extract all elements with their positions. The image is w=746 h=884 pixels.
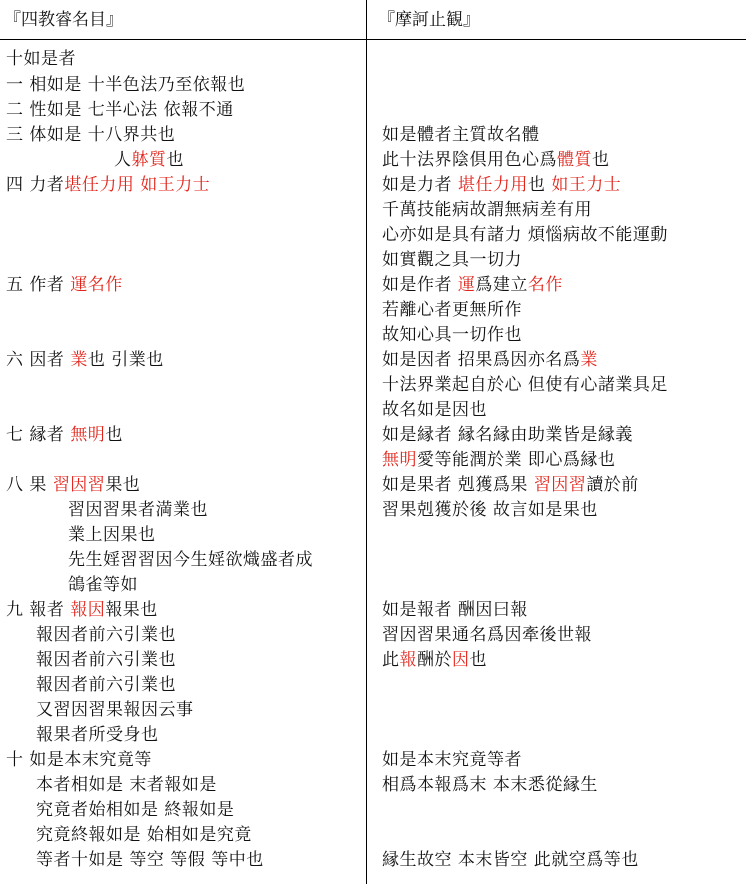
- text-segment: 六 因者: [6, 350, 71, 370]
- highlighted-term: 業: [70, 350, 88, 370]
- highlighted-term: 堪任力用 如王力士: [64, 175, 211, 195]
- right-text-line: [382, 599, 528, 621]
- left-text-line: [68, 499, 208, 521]
- left-text-line: [6, 124, 175, 146]
- left-text-line: [36, 624, 176, 646]
- text-segment: 縁生故空 本末皆空 此就空爲等也: [382, 850, 639, 870]
- text-segment: 也 引業也: [87, 350, 164, 370]
- right-text-line: [382, 449, 615, 471]
- left-text-line: [6, 74, 245, 96]
- text-segment: 故知心具一切作也: [382, 325, 522, 345]
- left-text-line: [6, 48, 76, 70]
- text-segment: 報果也: [105, 600, 158, 620]
- right-text-line: [382, 174, 621, 196]
- right-text-line: [382, 774, 598, 796]
- text-segment: 十 如是本末究竟等: [6, 750, 152, 770]
- text-segment: 如是縁者 縁名縁由助業皆是縁義: [382, 425, 633, 445]
- text-segment: 習果剋獲於後 故言如是果也: [382, 500, 598, 520]
- text-segment: 報因者前六引業也: [36, 675, 176, 695]
- text-segment: 如是報者 酬因曰報: [382, 600, 528, 620]
- text-segment: 千萬技能病故謂無病差有用: [382, 200, 592, 220]
- text-segment: 也: [166, 150, 184, 170]
- text-segment: 如是體者主質故名體: [382, 125, 540, 145]
- left-text-line: [68, 549, 313, 571]
- text-segment: 本者相如是 末者報如是: [36, 775, 217, 795]
- text-segment: 等者十如是 等空 等假 等中也: [36, 850, 264, 870]
- right-text-line: [382, 124, 540, 146]
- text-segment: 讀於前: [586, 475, 639, 495]
- text-segment: 如是力者: [382, 175, 458, 195]
- left-text-line: [36, 799, 234, 821]
- text-segment: 如實觀之具一切力: [382, 250, 522, 270]
- left-text-line: [36, 849, 264, 871]
- text-segment: 八 果: [6, 475, 53, 495]
- text-segment: 三 体如是 十八界共也: [6, 125, 176, 145]
- text-segment: 報因者前六引業也: [36, 625, 176, 645]
- left-text-line: [6, 424, 123, 446]
- text-segment: 業上因果也: [68, 525, 156, 545]
- right-text-line: [382, 374, 668, 396]
- text-segment: 果也: [105, 475, 141, 495]
- text-segment: 酬於: [417, 650, 452, 670]
- highlighted-term: 名作: [527, 275, 563, 295]
- highlighted-term: 運名作: [70, 275, 123, 295]
- text-segment: 也: [527, 175, 552, 195]
- text-segment: 報果者所受身也: [36, 725, 159, 745]
- text-segment: 又習因習果報因云事: [36, 700, 194, 720]
- highlighted-term: 運: [457, 275, 476, 295]
- right-text-line: [382, 324, 522, 346]
- right-text-line: [382, 349, 598, 371]
- text-segment: 如是果者 剋獲爲果: [382, 475, 534, 495]
- right-text-line: [382, 399, 487, 421]
- text-segment: 九 報者: [6, 600, 71, 620]
- header-divider: [0, 39, 746, 40]
- left-column-header: 『四教睿名目』: [4, 10, 123, 30]
- left-text-line: [68, 574, 138, 596]
- highlighted-term: 業: [580, 350, 598, 370]
- left-text-line: [36, 674, 176, 696]
- text-segment: 此: [382, 650, 400, 670]
- highlighted-term: 如王力士: [551, 175, 622, 195]
- left-text-line: [6, 174, 210, 196]
- right-text-line: [382, 299, 522, 321]
- text-segment: 如是因者 招果爲因亦名爲: [382, 350, 581, 370]
- text-segment: 也: [469, 650, 487, 670]
- highlighted-term: 因: [452, 650, 470, 670]
- left-text-line: [36, 649, 176, 671]
- left-text-line: [36, 699, 194, 721]
- right-text-line: [382, 274, 563, 296]
- right-text-line: [382, 149, 610, 171]
- text-segment: 一 相如是 十半色法乃至依報也: [6, 75, 246, 95]
- text-segment: 爲建立: [475, 275, 528, 295]
- text-segment: 先生婬習習因今生婬欲熾盛者成: [68, 550, 313, 570]
- text-segment: 二 性如是 七半心法 依報不通: [6, 100, 234, 120]
- text-segment: 人: [114, 150, 132, 170]
- right-text-line: [382, 749, 522, 771]
- text-segment: 究竟者始相如是 終報如是: [36, 800, 235, 820]
- text-segment: 若離心者更無所作: [382, 300, 522, 320]
- right-text-line: [382, 624, 592, 646]
- right-text-line: [382, 424, 633, 446]
- highlighted-term: 習因習: [52, 475, 106, 495]
- right-text-line: [382, 224, 668, 246]
- right-column-header: 『摩訶止観』: [378, 10, 480, 30]
- left-text-line: [6, 99, 234, 121]
- right-text-line: [382, 249, 522, 271]
- left-text-line: [114, 149, 184, 171]
- highlighted-term: 無明: [382, 450, 417, 470]
- left-text-line: [6, 599, 158, 621]
- text-segment: 如是本末究竟等者: [382, 750, 522, 770]
- text-segment: 相爲本報爲末 本末悉從縁生: [382, 775, 598, 795]
- column-divider: [366, 0, 367, 884]
- left-text-line: [6, 274, 123, 296]
- text-segment: 報因者前六引業也: [36, 650, 176, 670]
- text-segment: 故名如是因也: [382, 400, 487, 420]
- highlighted-term: 躰質: [131, 150, 167, 170]
- text-segment: 究竟終報如是 始相如是究竟: [36, 825, 252, 845]
- text-segment: 也: [105, 425, 123, 445]
- right-text-line: [382, 649, 487, 671]
- text-segment: 愛等能潤於業 即心爲縁也: [417, 450, 616, 470]
- right-text-line: [382, 474, 639, 496]
- text-segment: 習因習果者満業也: [68, 500, 208, 520]
- highlighted-term: 習因習: [533, 475, 587, 495]
- text-segment: 此十法界陰倶用色心爲: [382, 150, 557, 170]
- text-segment: 也: [592, 150, 610, 170]
- highlighted-term: 報: [399, 650, 417, 670]
- right-text-line: [382, 199, 592, 221]
- highlighted-term: 無明: [70, 425, 106, 445]
- highlighted-term: 報因: [70, 600, 106, 620]
- left-text-line: [36, 824, 252, 846]
- right-text-line: [382, 849, 639, 871]
- text-segment: 五 作者: [6, 275, 71, 295]
- text-segment: 七 縁者: [6, 425, 71, 445]
- left-text-line: [6, 749, 152, 771]
- text-segment: 心亦如是具有諸力 煩惱病故不能運動: [382, 225, 668, 245]
- text-segment: 十如是者: [6, 49, 76, 69]
- text-segment: 十法界業起自於心 但使有心諸業具足: [382, 375, 668, 395]
- text-segment: 習因習果通名爲因牽後世報: [382, 625, 592, 645]
- highlighted-term: 體質: [557, 150, 592, 170]
- highlighted-term: 堪任力用: [457, 175, 528, 195]
- text-segment: 鴿雀等如: [68, 575, 138, 595]
- text-segment: 四 力者: [6, 175, 65, 195]
- left-text-line: [68, 524, 156, 546]
- left-text-line: [6, 349, 164, 371]
- text-segment: 如是作者: [382, 275, 458, 295]
- left-text-line: [6, 474, 140, 496]
- left-text-line: [36, 774, 217, 796]
- right-text-line: [382, 499, 598, 521]
- left-text-line: [36, 724, 159, 746]
